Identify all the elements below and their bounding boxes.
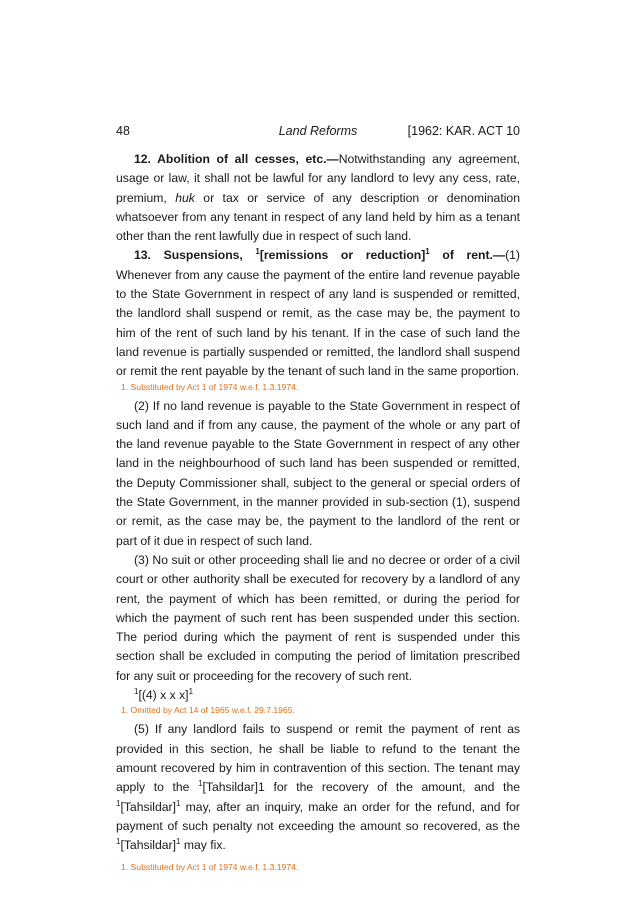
- document-body: [116, 150, 520, 877]
- section-12: 12. Abolition of all cesses, etc.—Notwithstanding any agreement, usage or law, it shall not be lawful for any landlord to levy any cess, rate, premium, huk or tax or service of any description or denomination whatsoever from any tenant in respect of any land held by him as a tenant other than the rent lawfully due in respect of such land.: [116, 152, 520, 244]
- section-13-sub-1: 13. Suspensions, $^1$[remissions or reduction]$^1$ of rent.—(1) Whenever from any cause the payment of the entire land revenue payable to the State Government in respect of any land is suspended or remitted, the landlord shall suspend or remit, as the case may be, the payment to him of the rent of such land by his tenant. If in the case of such land the land revenue is partially suspended or remitted, the landlord shall suspend or remit the rent payable by the tenant of such land in the same proportion.: [116, 247, 520, 379]
- footnote: 1. Substituted by Act 1 of 1974 w.e.f. 1.3.1974.: [121, 381, 299, 392]
- page-header: [116, 124, 520, 140]
- running-title: Land Reforms: [278, 124, 358, 138]
- section-13-sub-5: (5) If any landlord fails to suspend or remit the payment of rent as provided in this section, he shall be liable to refund to the tenant the amount recovered by him in contravention of this section. The tenant may apply to the $^1$[Tahsildar]1 for the recovery of the amount, and the $^1$[Tahsildar]$^1$ may, after an inquiry, make an order for the refund, and for payment of such penalty not exceeding the amount so recovered, as the $^1$[Tahsildar]$^1$ may fix.: [116, 722, 520, 853]
- footnote: 1. Omitted by Act 14 of 1965 w.e.f. 29.7.1965.: [121, 705, 295, 716]
- section-13-heading: 13. Suspensions, $^1$[remissions or reduction]$^1$ of rent.—: [134, 247, 506, 263]
- footnote: 1. Substituted by Act 1 of 1974 w.e.f. 1.3.1974.: [121, 862, 299, 873]
- page-number: 48: [116, 124, 130, 138]
- section-13-sub-4-omitted: $^1$[(4) x x x]$^1$: [134, 687, 194, 703]
- huk-term: huk: [175, 190, 195, 205]
- act-reference: [1962: KAR. ACT 10: [407, 124, 520, 138]
- section-13-sub-3: (3) No suit or other proceeding shall lie and no decree or order of a civil court or other authority shall be executed for recovery by a landlord of any rent, the payment of which has been remitted, or during the period for which the payment of such rent has been suspended under this section. The period during which the payment of rent is suspended under this section shall be excluded in computing the period of limitation prescribed for any suit or proceeding for the recovery of such rent.: [116, 552, 520, 683]
- section-12-heading: 12. Abolition of all cesses, etc.: [134, 152, 327, 166]
- section-13-sub-2: (2) If no land revenue is payable to the State Government in respect of such land and if from any cause, the payment of the whole or any part of the land revenue payable to the State Government in respect of any other land in the neighbourhood of such land has been suspended or remitted, the Deputy Commissioner shall, subject to the general or special orders of the State Government, in the manner provided in sub-section (1), suspend or remit, as the case may be, the payment to the landlord of the rent or part of it due in respect of such land.: [116, 398, 520, 548]
